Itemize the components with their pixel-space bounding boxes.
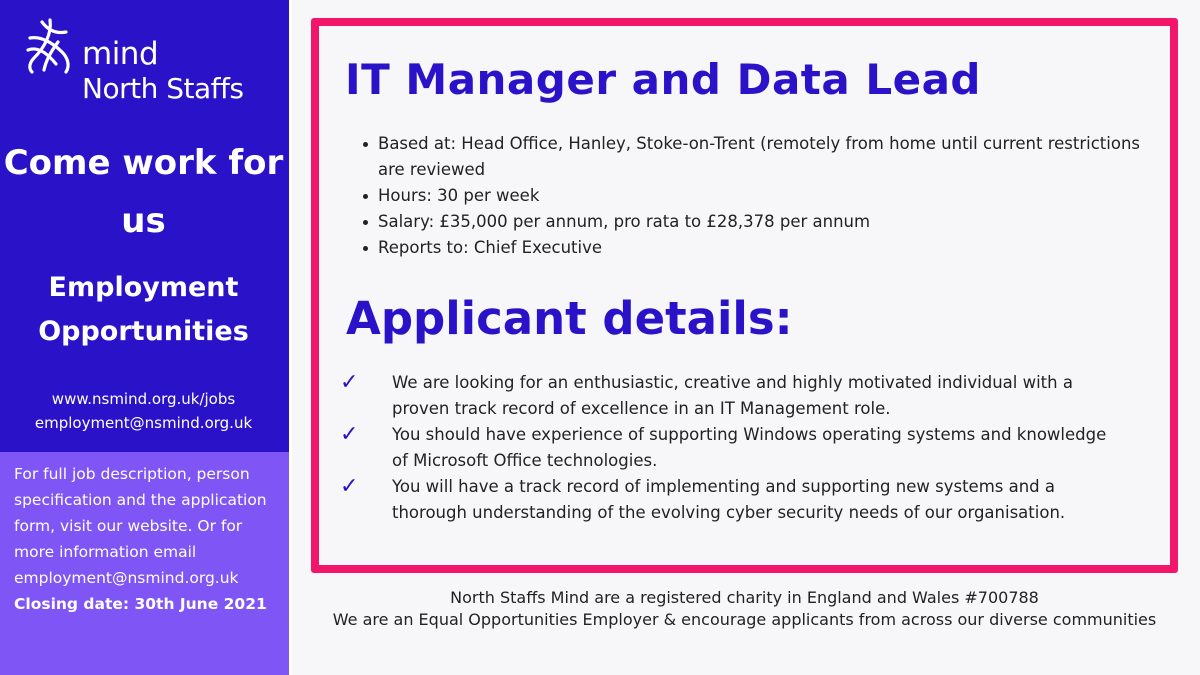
subheadline: Employment Opportunities — [38, 272, 249, 347]
detail-location: Based at: Head Office, Hanley, Stoke-on-Trent (remotely from home until current restrictions are reviewed — [360, 131, 1150, 183]
detail-hours: Hours: 30 per week — [360, 183, 1150, 209]
checkmark-icon: ✓ — [340, 422, 359, 447]
contacts — [0, 387, 287, 435]
charity-statement: North Staffs Mind are a registered charity in England and Wales #700788 — [450, 588, 1039, 607]
checkmark-icon: ✓ — [340, 370, 359, 395]
footer — [311, 587, 1178, 631]
requirement-item — [340, 474, 1120, 526]
info-text: For full job description, person specification and the application form, visit our website. Or for more information email employment@nsmind.org.uk — [14, 465, 267, 587]
equal-opportunities-statement: We are an Equal Opportunities Employer & encourage applicants from across our diverse communities — [332, 610, 1157, 629]
requirement-text: You should have experience of supporting Windows operating systems and knowledge of Microsoft Office technologies. — [392, 425, 1107, 470]
requirements-list — [340, 370, 1120, 526]
checkmark-icon: ✓ — [340, 474, 359, 499]
info-box — [0, 452, 289, 675]
detail-reports-to: Reports to: Chief Executive — [360, 235, 1150, 261]
job-details-list — [360, 131, 1150, 261]
section-title: Applicant details: — [346, 292, 793, 345]
sidebar — [0, 0, 292, 675]
mind-logo-icon — [22, 16, 80, 78]
logo — [22, 16, 272, 106]
logo-wordmark: mind — [82, 36, 159, 72]
closing-date: Closing date: 30th June 2021 — [14, 595, 267, 613]
website-link[interactable]: www.nsmind.org.uk/jobs — [51, 390, 236, 408]
requirement-text: You will have a track record of implementing and supporting new systems and a thorough understanding of the evolving cyber security needs of our organisation. — [392, 477, 1066, 522]
job-title: IT Manager and Data Lead — [345, 55, 981, 104]
logo-region: North Staffs — [82, 72, 244, 105]
email-link[interactable]: employment@nsmind.org.uk — [34, 414, 253, 432]
requirement-item — [340, 422, 1120, 474]
requirement-text: We are looking for an enthusiastic, creative and highly motivated individual with a proven track record of excellence in an IT Management role. — [392, 373, 1073, 418]
headline: Come work for us — [3, 143, 284, 241]
detail-salary: Salary: £35,000 per annum, pro rata to £28,378 per annum — [360, 209, 1150, 235]
requirement-item — [340, 370, 1120, 422]
